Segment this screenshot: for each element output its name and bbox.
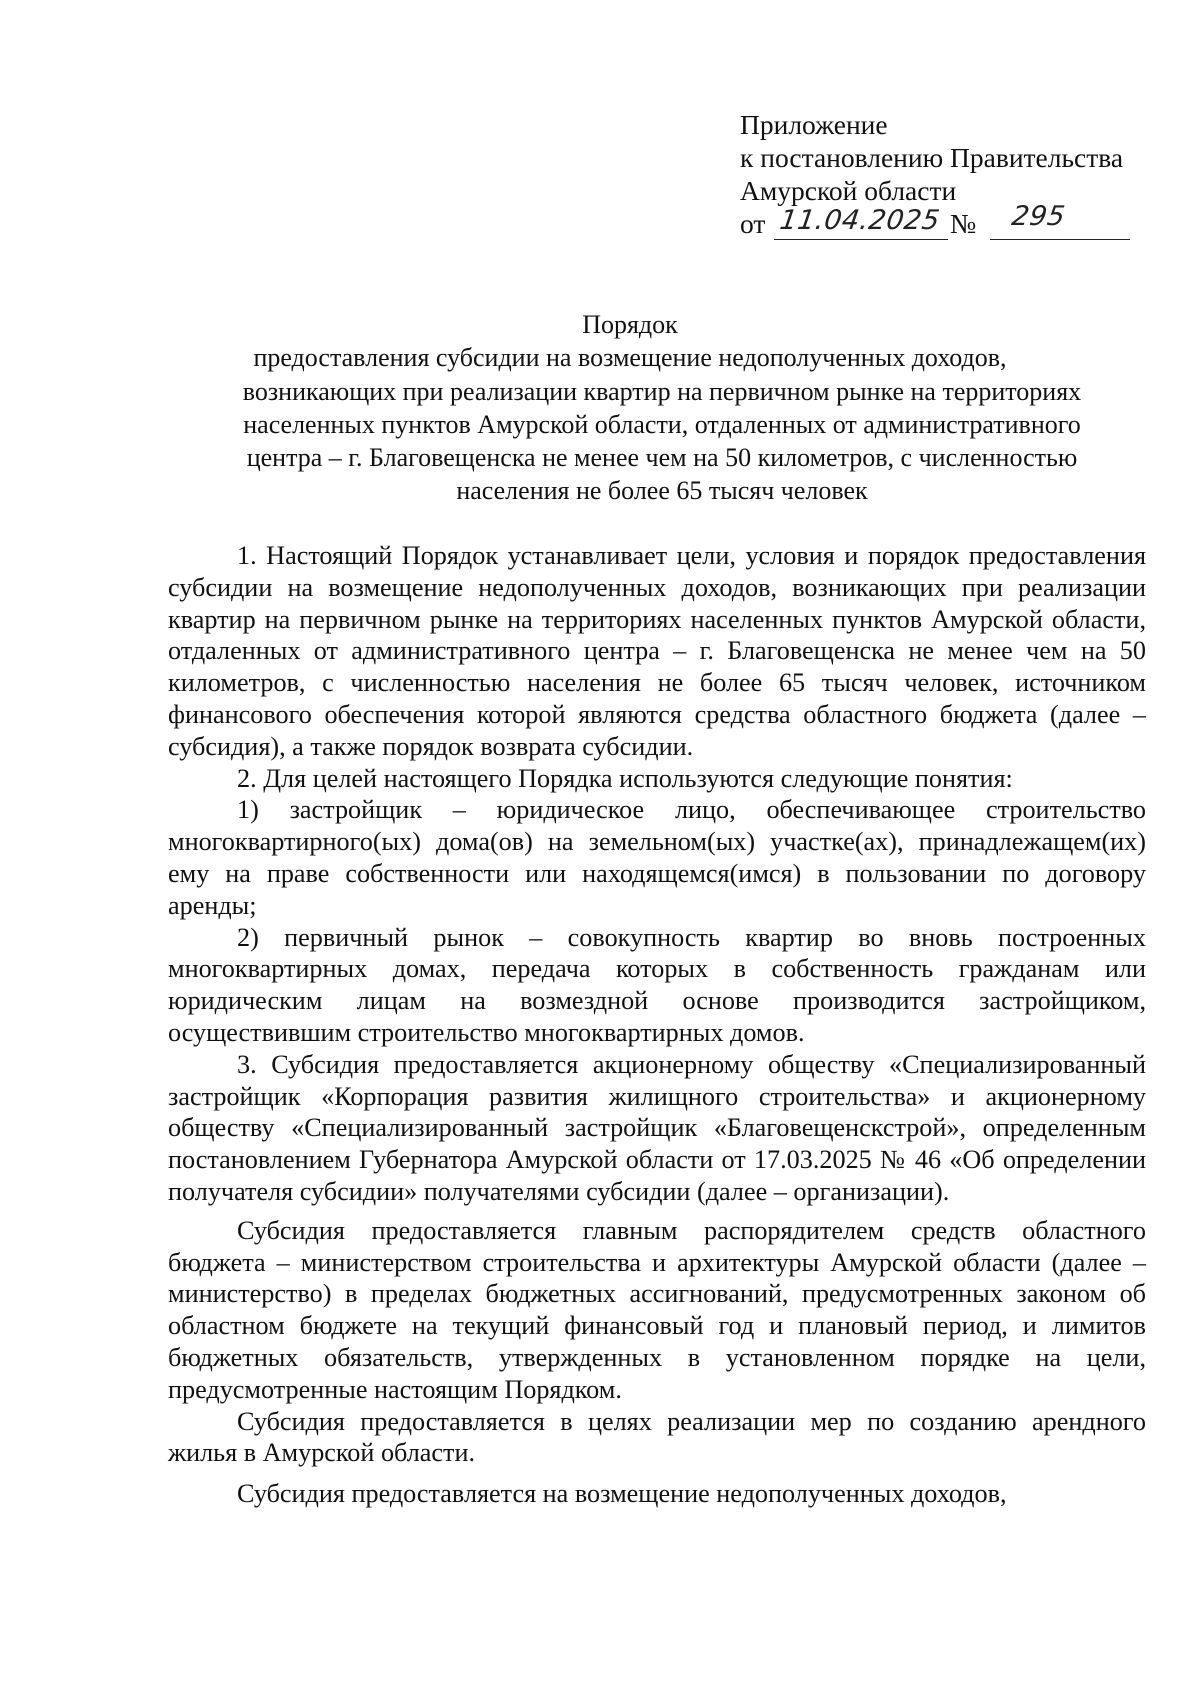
document-body — [168, 540, 1146, 1510]
paragraph-3: 3. Субсидия предоставляется акционерному обществу «Специализированный застройщик «Корпорация развития жилищного строительства» и акционерному обществу «Специализированный застройщик «Благовещенскстрой», определенным постановлением Губернатора Амурской области от 17.03.2025 № 46 «Об определении получателя субсидии» получателями субсидии (далее – организации). — [168, 1049, 1146, 1206]
title-line: центра – г. Благовещенска не менее чем на 50 километров, с численностью — [246, 443, 1078, 473]
appendix-header — [740, 108, 1140, 247]
title-line: возникающих при реализации квартир на первичном рынке на территориях — [242, 376, 1082, 406]
paragraph-5: Субсидия предоставляется в целях реализации мер по созданию арендного жилья в Амурской области. — [168, 1406, 1146, 1468]
appendix-label: Приложение — [740, 109, 888, 140]
appendix-resolution-line: к постановлению Правительства — [740, 142, 1124, 173]
title-line: предоставления субсидии на возмещение недополученных доходов, — [253, 343, 1007, 373]
paragraph-4: Субсидия предоставляется главным распорядителем средств областного бюджета – министерством строительства и архитектуры Амурской области (далее – министерство) в пределах бюджетных ассигнований, предусмотренных законом об областном бюджете на текущий финансовый год и плановый период, и лимитов бюджетных обязательств, утвержденных в установленном порядке на цели, предусмотренные настоящим Порядком. — [168, 1215, 1146, 1404]
paragraph-2: 2. Для целей настоящего Порядка используются следующие понятия: — [237, 763, 1013, 793]
title-line: населенных пунктов Амурской области, отдаленных от административного — [243, 409, 1081, 439]
document-title — [0, 308, 1200, 508]
resolution-date-number-row — [740, 201, 1140, 247]
paragraph-1: 1. Настоящий Порядок устанавливает цели, условия и порядок предоставления субсидии на возмещение недополученных доходов, возникающих при реализации квартир на первичном рынке на территориях населенных пунктов Амурской области, отдаленных от административного центра – г. Благовещенска не менее чем на 50 километров, с численностью населения не более 65 тысяч человек, источником финансового обеспечения которой являются средства областного бюджета (далее – субсидия), а также порядок возврата субсидии. — [168, 541, 1146, 761]
date-prefix: от — [740, 208, 766, 239]
number-underline — [990, 239, 1130, 240]
definition-item-1: 1) застройщик – юридическое лицо, обеспечивающее строительство многоквартирного(ых) дома(ов) на земельном(ых) участке(ах), принадлежащем(их) ему на праве собственности или находящемся(имся) в пользовании по договору аренды; — [168, 795, 1146, 920]
title-line: населения не более 65 тысяч человек — [456, 476, 868, 506]
number-sign: № — [950, 208, 977, 239]
date-underline — [774, 239, 948, 240]
title-heading: Порядок — [582, 310, 678, 339]
paragraph-6: Субсидия предоставляется на возмещение недополученных доходов, — [237, 1479, 1007, 1509]
handwritten-date: 11.04.2025 — [777, 205, 942, 236]
definition-item-2: 2) первичный рынок – совокупность квартир во вновь построенных многоквартирных домах, передача которых в собственность гражданам или юридическим лицам на возмездной основе производится застройщиком, осуществившим строительство многоквартирных домов. — [168, 922, 1146, 1047]
handwritten-number: 295 — [1009, 201, 1068, 232]
appendix-region-line: Амурской области — [740, 175, 957, 206]
